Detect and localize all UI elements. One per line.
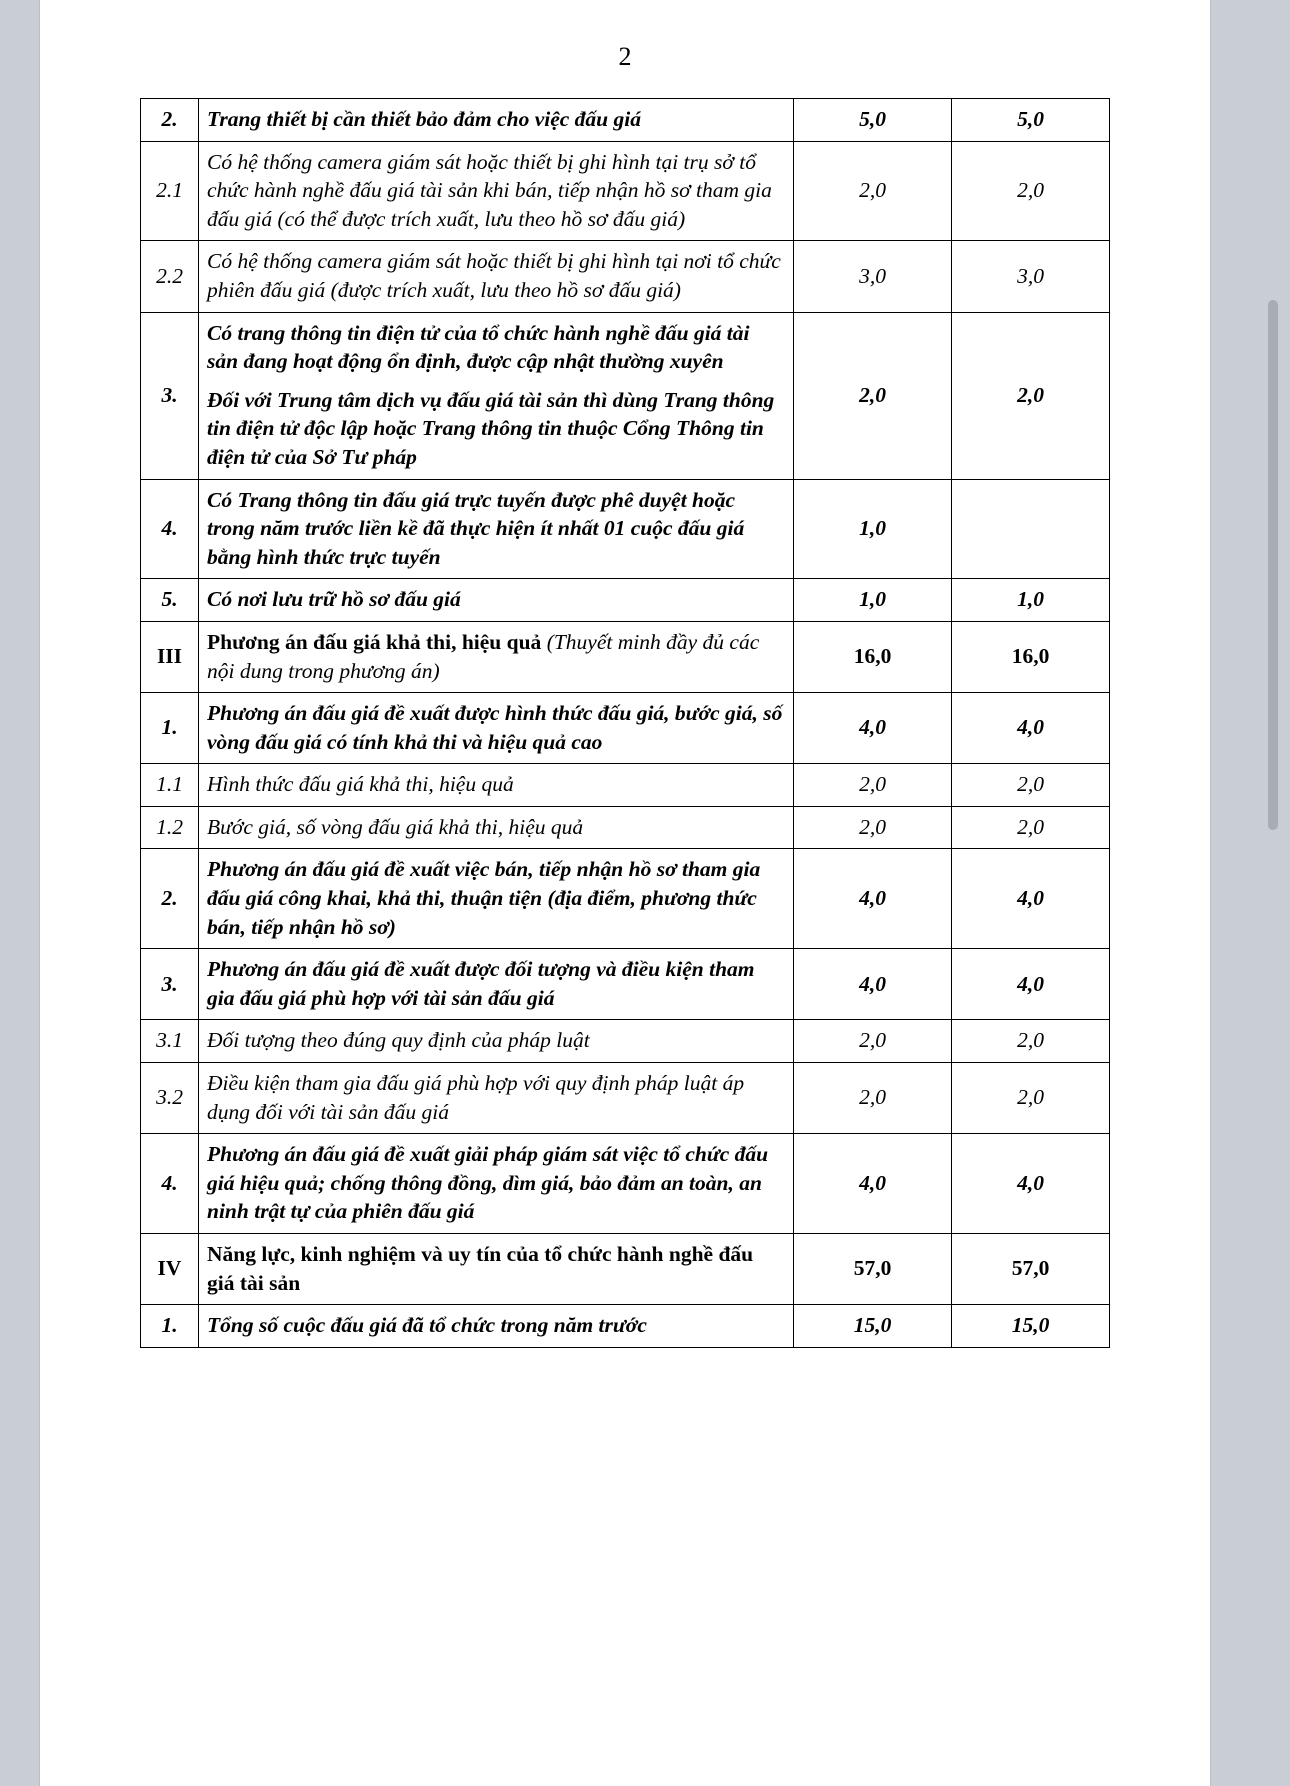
row-score-max: 16,0 xyxy=(794,621,952,692)
row-criteria-text xyxy=(199,241,794,312)
table-row xyxy=(141,99,1110,142)
row-criteria-text xyxy=(199,849,794,949)
table-row xyxy=(141,849,1110,949)
row-score-max: 15,0 xyxy=(794,1305,952,1348)
row-criteria-text xyxy=(199,141,794,241)
row-score-max: 2,0 xyxy=(794,1020,952,1063)
row-criteria-text xyxy=(199,949,794,1020)
table-row xyxy=(141,1020,1110,1063)
row-score-given: 2,0 xyxy=(952,806,1110,849)
row-score-max: 1,0 xyxy=(794,479,952,579)
document-page xyxy=(40,0,1210,1786)
row-score-max: 1,0 xyxy=(794,579,952,622)
row-index: 3. xyxy=(141,949,199,1020)
row-score-given: 1,0 xyxy=(952,579,1110,622)
row-score-max: 2,0 xyxy=(794,141,952,241)
row-criteria-text xyxy=(199,579,794,622)
row-index: 3. xyxy=(141,312,199,479)
row-score-given: 2,0 xyxy=(952,1020,1110,1063)
row-index: 1. xyxy=(141,693,199,764)
row-criteria-text xyxy=(199,1063,794,1134)
page-number: 2 xyxy=(618,42,632,71)
row-index: 2. xyxy=(141,849,199,949)
criteria-paragraph: Có hệ thống camera giám sát hoặc thiết bị ghi hình tại nơi tổ chức phiên đấu giá (được trích xuất, lưu theo hồ sơ đấu giá) xyxy=(207,249,781,302)
row-score-max: 4,0 xyxy=(794,1134,952,1234)
row-score-given: 4,0 xyxy=(952,949,1110,1020)
row-score-given: 2,0 xyxy=(952,312,1110,479)
row-criteria-text xyxy=(199,479,794,579)
criteria-paragraph: Có Trang thông tin đấu giá trực tuyến được phê duyệt hoặc trong năm trước liền kề đã thực hiện ít nhất 01 cuộc đấu giá bằng hình thức trực tuyến xyxy=(207,487,745,569)
row-score-max: 4,0 xyxy=(794,693,952,764)
criteria-paragraph: Phương án đấu giá đề xuất được hình thức đấu giá, bước giá, số vòng đấu giá có tính khả thi và hiệu quả cao xyxy=(207,701,783,754)
row-index: 5. xyxy=(141,579,199,622)
criteria-paragraph: Năng lực, kinh nghiệm và uy tín của tổ chức hành nghề đấu giá tài sản xyxy=(207,1242,754,1295)
row-score-given: 15,0 xyxy=(952,1305,1110,1348)
criteria-paragraph: Phương án đấu giá khả thi, hiệu quả (Thuyết minh đầy đủ các nội dung trong phương án) xyxy=(207,629,760,683)
criteria-note: (Thuyết minh đầy đủ các nội dung trong phương án) xyxy=(207,629,760,683)
row-score-max: 2,0 xyxy=(794,806,952,849)
table-row xyxy=(141,479,1110,579)
table-row xyxy=(141,1063,1110,1134)
criteria-paragraph: Đối tượng theo đúng quy định của pháp luật xyxy=(207,1028,590,1053)
row-index: 2. xyxy=(141,99,199,142)
row-score-given: 2,0 xyxy=(952,141,1110,241)
row-criteria-text xyxy=(199,764,794,807)
row-score-max: 2,0 xyxy=(794,1063,952,1134)
table-row xyxy=(141,241,1110,312)
row-index: 1. xyxy=(141,1305,199,1348)
row-criteria-text xyxy=(199,621,794,692)
criteria-paragraph: Có trang thông tin điện tử của tổ chức hành nghề đấu giá tài sản đang hoạt động ổn định, được cập nhật thường xuyên xyxy=(207,320,750,374)
row-index: 3.1 xyxy=(141,1020,199,1063)
criteria-paragraph: Điều kiện tham gia đấu giá phù hợp với quy định pháp luật áp dụng đối với tài sản đấu giá xyxy=(207,1071,745,1124)
row-score-given: 16,0 xyxy=(952,621,1110,692)
criteria-paragraph: Phương án đấu giá đề xuất việc bán, tiếp nhận hồ sơ tham gia đấu giá công khai, khả thi, thuận tiện (địa điểm, phương thức bán, tiếp nhận hồ sơ) xyxy=(207,857,761,939)
row-criteria-text xyxy=(199,1234,794,1305)
criteria-paragraph: Phương án đấu giá đề xuất được đối tượng và điều kiện tham gia đấu giá phù hợp với tài sản đấu giá xyxy=(207,957,755,1010)
table-row xyxy=(141,764,1110,807)
row-index: 2.2 xyxy=(141,241,199,312)
row-criteria-text xyxy=(199,806,794,849)
row-score-given: 4,0 xyxy=(952,1134,1110,1234)
row-score-max: 2,0 xyxy=(794,764,952,807)
row-score-max: 4,0 xyxy=(794,949,952,1020)
criteria-paragraph: Hình thức đấu giá khả thi, hiệu quả xyxy=(207,772,514,797)
table-row xyxy=(141,579,1110,622)
row-criteria-text xyxy=(199,1305,794,1348)
row-score-given: 57,0 xyxy=(952,1234,1110,1305)
row-score-given: 5,0 xyxy=(952,99,1110,142)
criteria-paragraph: Trang thiết bị cần thiết bảo đảm cho việc đấu giá xyxy=(207,107,641,131)
scoring-table-container xyxy=(40,98,1210,1348)
criteria-paragraph: Có nơi lưu trữ hồ sơ đấu giá xyxy=(207,587,461,612)
row-index: 1.2 xyxy=(141,806,199,849)
criteria-paragraph: Đối với Trung tâm dịch vụ đấu giá tài sản thì dùng Trang thông tin điện tử độc lập hoặc Trang thông tin thuộc Cổng Thông tin điện tử của Sở Tư pháp xyxy=(207,387,775,469)
row-criteria-text xyxy=(199,312,794,479)
row-index: IV xyxy=(141,1234,199,1305)
table-row xyxy=(141,621,1110,692)
row-score-max: 4,0 xyxy=(794,849,952,949)
table-row xyxy=(141,1134,1110,1234)
row-score-given: 4,0 xyxy=(952,693,1110,764)
scrollbar-track[interactable] xyxy=(1274,0,1284,1786)
row-score-given: 3,0 xyxy=(952,241,1110,312)
table-row xyxy=(141,312,1110,479)
table-row xyxy=(141,693,1110,764)
row-criteria-text xyxy=(199,693,794,764)
row-criteria-text xyxy=(199,99,794,142)
row-score-given: 2,0 xyxy=(952,764,1110,807)
row-index: III xyxy=(141,621,199,692)
row-criteria-text xyxy=(199,1134,794,1234)
row-index: 2.1 xyxy=(141,141,199,241)
table-row xyxy=(141,806,1110,849)
row-score-max: 2,0 xyxy=(794,312,952,479)
row-criteria-text xyxy=(199,1020,794,1063)
row-score-max: 3,0 xyxy=(794,241,952,312)
row-score-max: 5,0 xyxy=(794,99,952,142)
row-score-given: 2,0 xyxy=(952,1063,1110,1134)
row-index: 4. xyxy=(141,479,199,579)
table-row xyxy=(141,141,1110,241)
row-score-max: 57,0 xyxy=(794,1234,952,1305)
row-index: 3.2 xyxy=(141,1063,199,1134)
scrollbar-thumb[interactable] xyxy=(1268,300,1278,830)
row-index: 1.1 xyxy=(141,764,199,807)
scoring-table xyxy=(140,98,1110,1348)
table-row xyxy=(141,1305,1110,1348)
criteria-paragraph: Phương án đấu giá đề xuất giải pháp giám sát việc tổ chức đấu giá hiệu quả; chống thông đồng, dìm giá, bảo đảm an toàn, an ninh trật tự của phiên đấu giá xyxy=(207,1142,769,1224)
criteria-paragraph: Bước giá, số vòng đấu giá khả thi, hiệu quả xyxy=(207,814,584,839)
row-score-given xyxy=(952,479,1110,579)
row-index: 4. xyxy=(141,1134,199,1234)
criteria-paragraph: Có hệ thống camera giám sát hoặc thiết bị ghi hình tại trụ sở tổ chức hành nghề đấu giá tài sản khi bán, tiếp nhận hồ sơ tham gia đấu giá (có thể được trích xuất, lưu theo hồ sơ đấu giá) xyxy=(207,149,772,231)
table-row xyxy=(141,1234,1110,1305)
criteria-paragraph: Tổng số cuộc đấu giá đã tổ chức trong năm trước xyxy=(207,1313,647,1338)
table-row xyxy=(141,949,1110,1020)
row-score-given: 4,0 xyxy=(952,849,1110,949)
scoring-table-body xyxy=(141,99,1110,1348)
